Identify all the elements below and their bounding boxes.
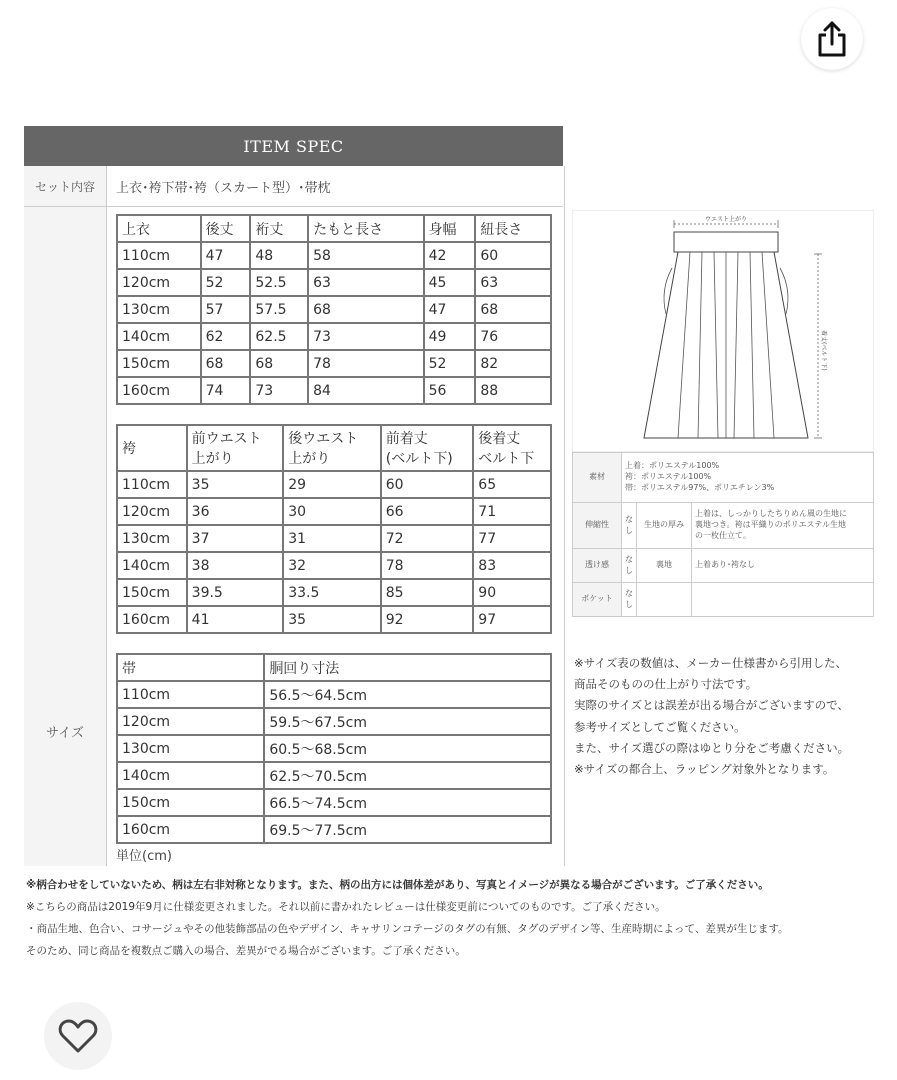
share-button[interactable] xyxy=(801,8,863,70)
material-label: 素材 xyxy=(573,453,622,503)
table-cell: 65 xyxy=(473,471,551,498)
table-cell: 33.5 xyxy=(283,579,381,606)
set-contents-value: 上衣･袴下帯･袴（スカート型）･帯枕 xyxy=(116,180,331,196)
table-header xyxy=(187,425,284,471)
note-line: 実際のサイズとは誤差が出る場合がございますので、 xyxy=(574,698,849,713)
table-header: 帯 xyxy=(117,654,264,681)
hakama-diagram xyxy=(572,210,874,452)
note-line: 参考サイズとしてご覧ください。 xyxy=(574,719,746,734)
table-cell: 38 xyxy=(187,552,284,579)
fabric-thickness-label: 生地の厚み xyxy=(637,503,692,549)
table-row xyxy=(117,789,551,816)
table-cell: 92 xyxy=(381,606,474,633)
header-line: 上がり xyxy=(288,451,331,467)
table-cell: 110cm xyxy=(117,681,264,708)
table-cell: 63 xyxy=(475,269,551,296)
table-cell: 48 xyxy=(250,242,308,269)
table-row xyxy=(117,816,551,843)
table-cell: 69.5～77.5cm xyxy=(264,816,551,843)
table-cell: 32 xyxy=(283,552,381,579)
table-cell: 57 xyxy=(201,296,251,323)
table-cell: 160cm xyxy=(117,816,264,843)
sheer-label: 透け感 xyxy=(573,549,622,583)
table-header xyxy=(473,425,551,471)
table-header: たもと長さ xyxy=(308,215,423,242)
note-line: ・商品生地、色合い、コサージュやその他装飾部品の色やデザイン、キャサリンコテージのタグの有無、タグのデザイン等、生産時期によって、差異が生じます。 xyxy=(26,923,789,935)
table-row xyxy=(117,579,551,606)
note-line: そのため、同じ商品を複数点ご購入の場合、差異がでる場合がございます。ご了承ください。 xyxy=(26,945,466,957)
table-cell: 76 xyxy=(475,323,551,350)
table-cell: 140cm xyxy=(117,762,264,789)
share-icon xyxy=(815,20,849,58)
lining-label: 裏地 xyxy=(637,549,692,583)
table-cell: 66.5～74.5cm xyxy=(264,789,551,816)
table-header-row xyxy=(117,215,551,242)
hakama-size-table xyxy=(116,424,552,634)
value-char: し xyxy=(625,525,633,535)
table-cell: 78 xyxy=(381,552,474,579)
note-line: 裏地つき。袴は平織りのポリエステル生地 xyxy=(695,520,846,530)
table-cell: 72 xyxy=(381,525,474,552)
table-header xyxy=(117,425,187,471)
table-row xyxy=(117,552,551,579)
table-cell: 31 xyxy=(283,525,381,552)
top-size-table xyxy=(116,214,552,405)
table-cell: 42 xyxy=(424,242,476,269)
table-header: 上衣 xyxy=(117,215,201,242)
sheer-row xyxy=(573,549,874,583)
empty-cell xyxy=(637,583,692,617)
table-cell: 90 xyxy=(473,579,551,606)
table-cell: 68 xyxy=(201,350,251,377)
unit-label: 単位(cm) xyxy=(116,849,172,864)
note-line: の一枚仕立て。 xyxy=(695,530,751,540)
note-line: 上着は、しっかりしたちりめん風の生地に xyxy=(695,509,847,519)
table-cell: 84 xyxy=(308,377,423,404)
table-cell: 37 xyxy=(187,525,284,552)
note-line: ※こちらの商品は2019年9月に仕様変更されました。それ以前に書かれたレビューは仕様変更前についてのものです。ご了承ください。 xyxy=(26,901,666,913)
pocket-value xyxy=(622,583,637,617)
stretch-row xyxy=(573,503,874,549)
note-line: ※サイズ表の数値は、メーカー仕様書から引用した、 xyxy=(574,656,847,670)
table-cell: 68 xyxy=(250,350,308,377)
table-cell: 71 xyxy=(473,498,551,525)
table-cell: 47 xyxy=(201,242,251,269)
table-row xyxy=(117,242,551,269)
table-cell: 85 xyxy=(381,579,474,606)
table-cell: 160cm xyxy=(117,377,201,404)
length-label: 着丈(ベルト下) xyxy=(820,330,827,371)
pocket-row xyxy=(573,583,874,617)
obi-size-table xyxy=(116,653,552,844)
material-line: 上着：ポリエステル100% xyxy=(625,461,720,471)
table-row xyxy=(117,681,551,708)
table-cell: 57.5 xyxy=(250,296,308,323)
table-cell: 88 xyxy=(475,377,551,404)
note-line: ※柄合わせをしていないため、柄は左右非対称となります。また、柄の出方には個体差があり、写真とイメージが異なる場合がございます。ご了承ください。 xyxy=(26,879,769,891)
table-header: 裄丈 xyxy=(250,215,308,242)
empty-cell xyxy=(692,583,874,617)
note-line: また、サイズ選びの際はゆとり分をご考慮ください。 xyxy=(574,740,850,755)
table-row xyxy=(117,269,551,296)
table-cell: 120cm xyxy=(117,498,187,525)
table-header: 紐長さ xyxy=(475,215,551,242)
header-line: 上がり xyxy=(191,451,234,467)
table-cell: 35 xyxy=(283,606,381,633)
table-row xyxy=(117,296,551,323)
item-spec-header xyxy=(24,126,563,166)
material-line: 帯：ポリエステル97%、ポリエチレン3% xyxy=(625,482,775,492)
table-cell: 130cm xyxy=(117,525,187,552)
table-cell: 59.5～67.5cm xyxy=(264,708,551,735)
material-line: 袴：ポリエステル100% xyxy=(625,472,712,482)
table-cell: 30 xyxy=(283,498,381,525)
label-column xyxy=(24,166,107,866)
materials-table xyxy=(572,452,874,617)
table-header-row xyxy=(117,425,551,471)
value-char: な xyxy=(625,514,633,524)
table-cell: 150cm xyxy=(117,789,264,816)
note-line: ※サイズの都合上、ラッピング対象外となります。 xyxy=(574,762,835,777)
table-cell: 52.5 xyxy=(250,269,308,296)
table-header-row xyxy=(117,654,551,681)
table-row xyxy=(117,606,551,633)
table-cell: 47 xyxy=(424,296,476,323)
table-row xyxy=(117,525,551,552)
table-cell: 52 xyxy=(424,350,476,377)
header-line: 前ウエスト xyxy=(191,431,262,447)
value-char: な xyxy=(625,554,633,564)
table-cell: 60 xyxy=(381,471,474,498)
table-cell: 36 xyxy=(187,498,284,525)
table-cell: 140cm xyxy=(117,552,187,579)
table-header: 身幅 xyxy=(424,215,476,242)
value-char: し xyxy=(625,599,633,609)
table-header: 後丈 xyxy=(201,215,251,242)
value-char: し xyxy=(625,565,633,575)
table-cell: 68 xyxy=(308,296,423,323)
size-label: サイズ xyxy=(46,726,84,741)
table-row xyxy=(117,708,551,735)
table-row xyxy=(117,323,551,350)
table-cell: 58 xyxy=(308,242,423,269)
table-header: 胴回り寸法 xyxy=(264,654,551,681)
heart-icon xyxy=(58,1018,98,1054)
table-row xyxy=(117,735,551,762)
materials-row xyxy=(573,453,874,503)
table-cell: 49 xyxy=(424,323,476,350)
table-row xyxy=(117,377,551,404)
table-cell: 62.5～70.5cm xyxy=(264,762,551,789)
item-spec-title: ITEM SPEC xyxy=(243,136,344,156)
header-line: 後着丈 xyxy=(478,431,521,447)
header-line: 前着丈 xyxy=(385,431,428,447)
table-header xyxy=(283,425,381,471)
table-cell: 74 xyxy=(201,377,251,404)
table-cell: 60.5～68.5cm xyxy=(264,735,551,762)
table-cell: 60 xyxy=(475,242,551,269)
pocket-label: ポケット xyxy=(573,583,622,617)
table-cell: 160cm xyxy=(117,606,187,633)
table-cell: 63 xyxy=(308,269,423,296)
favorite-button[interactable] xyxy=(44,1002,112,1070)
value-char: な xyxy=(625,588,633,598)
stretch-value xyxy=(622,503,637,549)
table-cell: 29 xyxy=(283,471,381,498)
lining-value: 上着あり･袴なし xyxy=(692,549,874,583)
table-cell: 82 xyxy=(475,350,551,377)
table-row xyxy=(117,498,551,525)
table-cell: 78 xyxy=(308,350,423,377)
table-cell: 35 xyxy=(187,471,284,498)
header-line: ベルト下 xyxy=(478,451,535,467)
fabric-thickness-note xyxy=(692,503,874,549)
table-cell: 62.5 xyxy=(250,323,308,350)
table-cell: 68 xyxy=(475,296,551,323)
header-line: 袴 xyxy=(122,441,136,457)
table-cell: 83 xyxy=(473,552,551,579)
product-notes xyxy=(26,874,892,962)
table-cell: 110cm xyxy=(117,242,201,269)
header-line: 後ウエスト xyxy=(288,431,359,447)
table-cell: 66 xyxy=(381,498,474,525)
header-line: (ベルト下) xyxy=(385,451,453,467)
table-cell: 52 xyxy=(201,269,251,296)
table-cell: 150cm xyxy=(117,579,187,606)
table-cell: 140cm xyxy=(117,323,201,350)
table-cell: 110cm xyxy=(117,471,187,498)
table-row xyxy=(117,762,551,789)
table-cell: 73 xyxy=(308,323,423,350)
stretch-label: 伸縮性 xyxy=(573,503,622,549)
note-line: 商品そのものの仕上がり寸法です。 xyxy=(574,677,758,692)
size-notes xyxy=(574,653,890,780)
table-cell: 97 xyxy=(473,606,551,633)
table-row xyxy=(117,350,551,377)
set-contents-label: セット内容 xyxy=(24,166,106,207)
table-cell: 120cm xyxy=(117,269,201,296)
table-cell: 39.5 xyxy=(187,579,284,606)
material-value xyxy=(622,453,874,503)
table-cell: 45 xyxy=(424,269,476,296)
table-cell: 62 xyxy=(201,323,251,350)
table-cell: 41 xyxy=(187,606,284,633)
table-cell: 73 xyxy=(250,377,308,404)
waist-label: ウエスト上がり xyxy=(704,216,748,223)
table-cell: 130cm xyxy=(117,735,264,762)
table-header xyxy=(381,425,474,471)
table-cell: 56.5～64.5cm xyxy=(264,681,551,708)
table-cell: 77 xyxy=(473,525,551,552)
table-cell: 150cm xyxy=(117,350,201,377)
table-row xyxy=(117,471,551,498)
table-cell: 120cm xyxy=(117,708,264,735)
table-cell: 56 xyxy=(424,377,476,404)
sheer-value xyxy=(622,549,637,583)
table-cell: 130cm xyxy=(117,296,201,323)
